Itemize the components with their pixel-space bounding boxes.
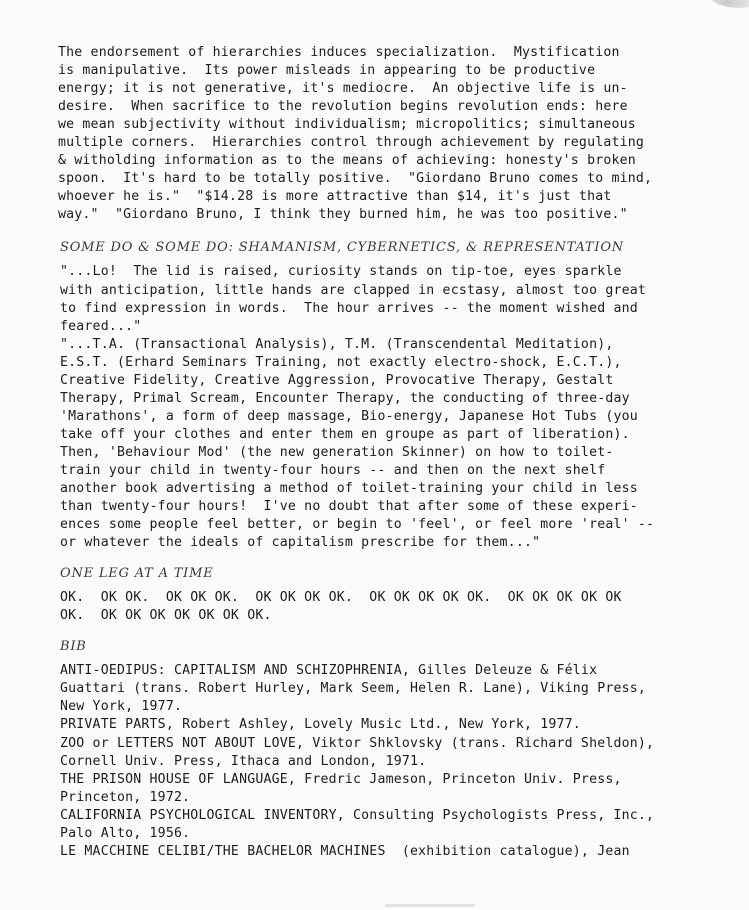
text-line: Therapy, Primal Scream, Encounter Therapy, the conducting of three-day: [60, 390, 630, 406]
intro-paragraph: [58, 44, 738, 224]
text-line: whoever he is." "$14.28 is more attractive than $14, it's just that: [58, 189, 612, 205]
text-line: desire. When sacrifice to the revolution begins revolution ends: here: [58, 99, 628, 115]
text-line: we mean subjectivity without individualism; micropolitics; simultaneous: [58, 117, 636, 133]
quote-block-therapies: [58, 336, 738, 553]
quote-block-lid: [58, 263, 738, 335]
bib-line: Princeton, 1972.: [60, 789, 191, 805]
section-heading-one-leg: ONE LEG AT A TIME: [60, 566, 214, 582]
text-line: feared...": [60, 318, 142, 334]
page-corner-shadow: [709, 0, 749, 8]
text-line: Creative Fidelity, Creative Aggression, Provocative Therapy, Gestalt: [60, 372, 614, 388]
text-line: multiple corners. Hierarchies control through achievement by regulating: [58, 135, 645, 151]
text-line: train your child in twenty-four hours -- and then on the next shelf: [60, 462, 606, 478]
bib-line: LE MACCHINE CELIBI/THE BACHELOR MACHINES (exhibition catalogue), Jean: [60, 843, 630, 859]
scan-smudge: [385, 904, 475, 907]
text-line: Then, 'Behaviour Mod' (the new generation Skinner) on how to toilet-: [60, 444, 614, 460]
bib-line: Palo Alto, 1956.: [60, 825, 191, 841]
text-line: or whatever the ideals of capitalism prescribe for them...": [60, 535, 541, 551]
bib-line: ANTI-OEDIPUS: CAPITALISM AND SCHIZOPHRENIA, Gilles Deleuze & Félix: [60, 663, 598, 679]
bib-line: THE PRISON HOUSE OF LANGUAGE, Fredric Jameson, Princeton Univ. Press,: [60, 771, 622, 787]
text-line: The endorsement of hierarchies induces specialization. Mystification: [58, 45, 620, 60]
bibliography-list: [60, 662, 738, 861]
text-line: way." "Giordano Bruno, I think they burned him, he was too positive.": [58, 207, 628, 223]
text-line: with anticipation, little hands are clapped in ecstasy, almost too great: [60, 282, 647, 298]
text-line: energy; it is not generative, it's mediocre. An objective life is un-: [58, 81, 628, 97]
text-line: E.S.T. (Erhard Seminars Training, not exactly electro-shock, E.C.T.),: [60, 354, 622, 370]
bib-line: Guattari (trans. Robert Hurley, Mark Seem, Helen R. Lane), Viking Press,: [60, 681, 647, 697]
text-line: "...Lo! The lid is raised, curiosity stands on tip-toe, eyes sparkle: [60, 264, 622, 280]
bib-line: CALIFORNIA PSYCHOLOGICAL INVENTORY, Consulting Psychologists Press, Inc.,: [60, 807, 655, 823]
document-page: [58, 44, 738, 861]
text-line: OK. OK OK. OK OK OK. OK OK OK OK. OK OK OK OK OK. OK OK OK OK OK: [60, 590, 622, 606]
text-line: is manipulative. Its power misleads in appearing to be productive: [58, 63, 596, 79]
bib-line: New York, 1977.: [60, 699, 183, 715]
text-line: & witholding information as to the means of achieving: honesty's broken: [58, 153, 636, 169]
bib-line: PRIVATE PARTS, Robert Ashley, Lovely Music Ltd., New York, 1977.: [60, 717, 581, 733]
text-line: than twenty-four hours! I've no doubt that after some of these experi-: [60, 499, 638, 515]
text-line: OK. OK OK OK OK OK OK OK.: [60, 608, 272, 624]
text-line: another book advertising a method of toilet-training your child in less: [60, 481, 638, 497]
bib-line: ZOO or LETTERS NOT ABOUT LOVE, Viktor Shklovsky (trans. Richard Sheldon),: [60, 735, 655, 751]
text-line: to find expression in words. The hour arrives -- the moment wished and: [60, 300, 638, 316]
section-heading-bib: BIB: [60, 639, 87, 655]
text-line: "...T.A. (Transactional Analysis), T.M. (Transcendental Meditation),: [60, 336, 614, 352]
text-line: take off your clothes and enter them en groupe as part of liberation).: [60, 426, 630, 442]
text-line: spoon. It's hard to be totally positive. "Giordano Bruno comes to mind,: [58, 171, 653, 187]
bib-line: Cornell Univ. Press, Ithaca and London, 1971.: [60, 753, 427, 769]
ok-block: [60, 589, 738, 625]
text-line: ences some people feel better, or begin to 'feel', or feel more 'real' --: [60, 517, 655, 533]
section-heading-shamanism: SOME DO & SOME DO: SHAMANISM, CYBERNETICS, & REPRESENTATION: [60, 240, 624, 256]
text-line: 'Marathons', a form of deep massage, Bio-energy, Japanese Hot Tubs (you: [60, 408, 638, 424]
